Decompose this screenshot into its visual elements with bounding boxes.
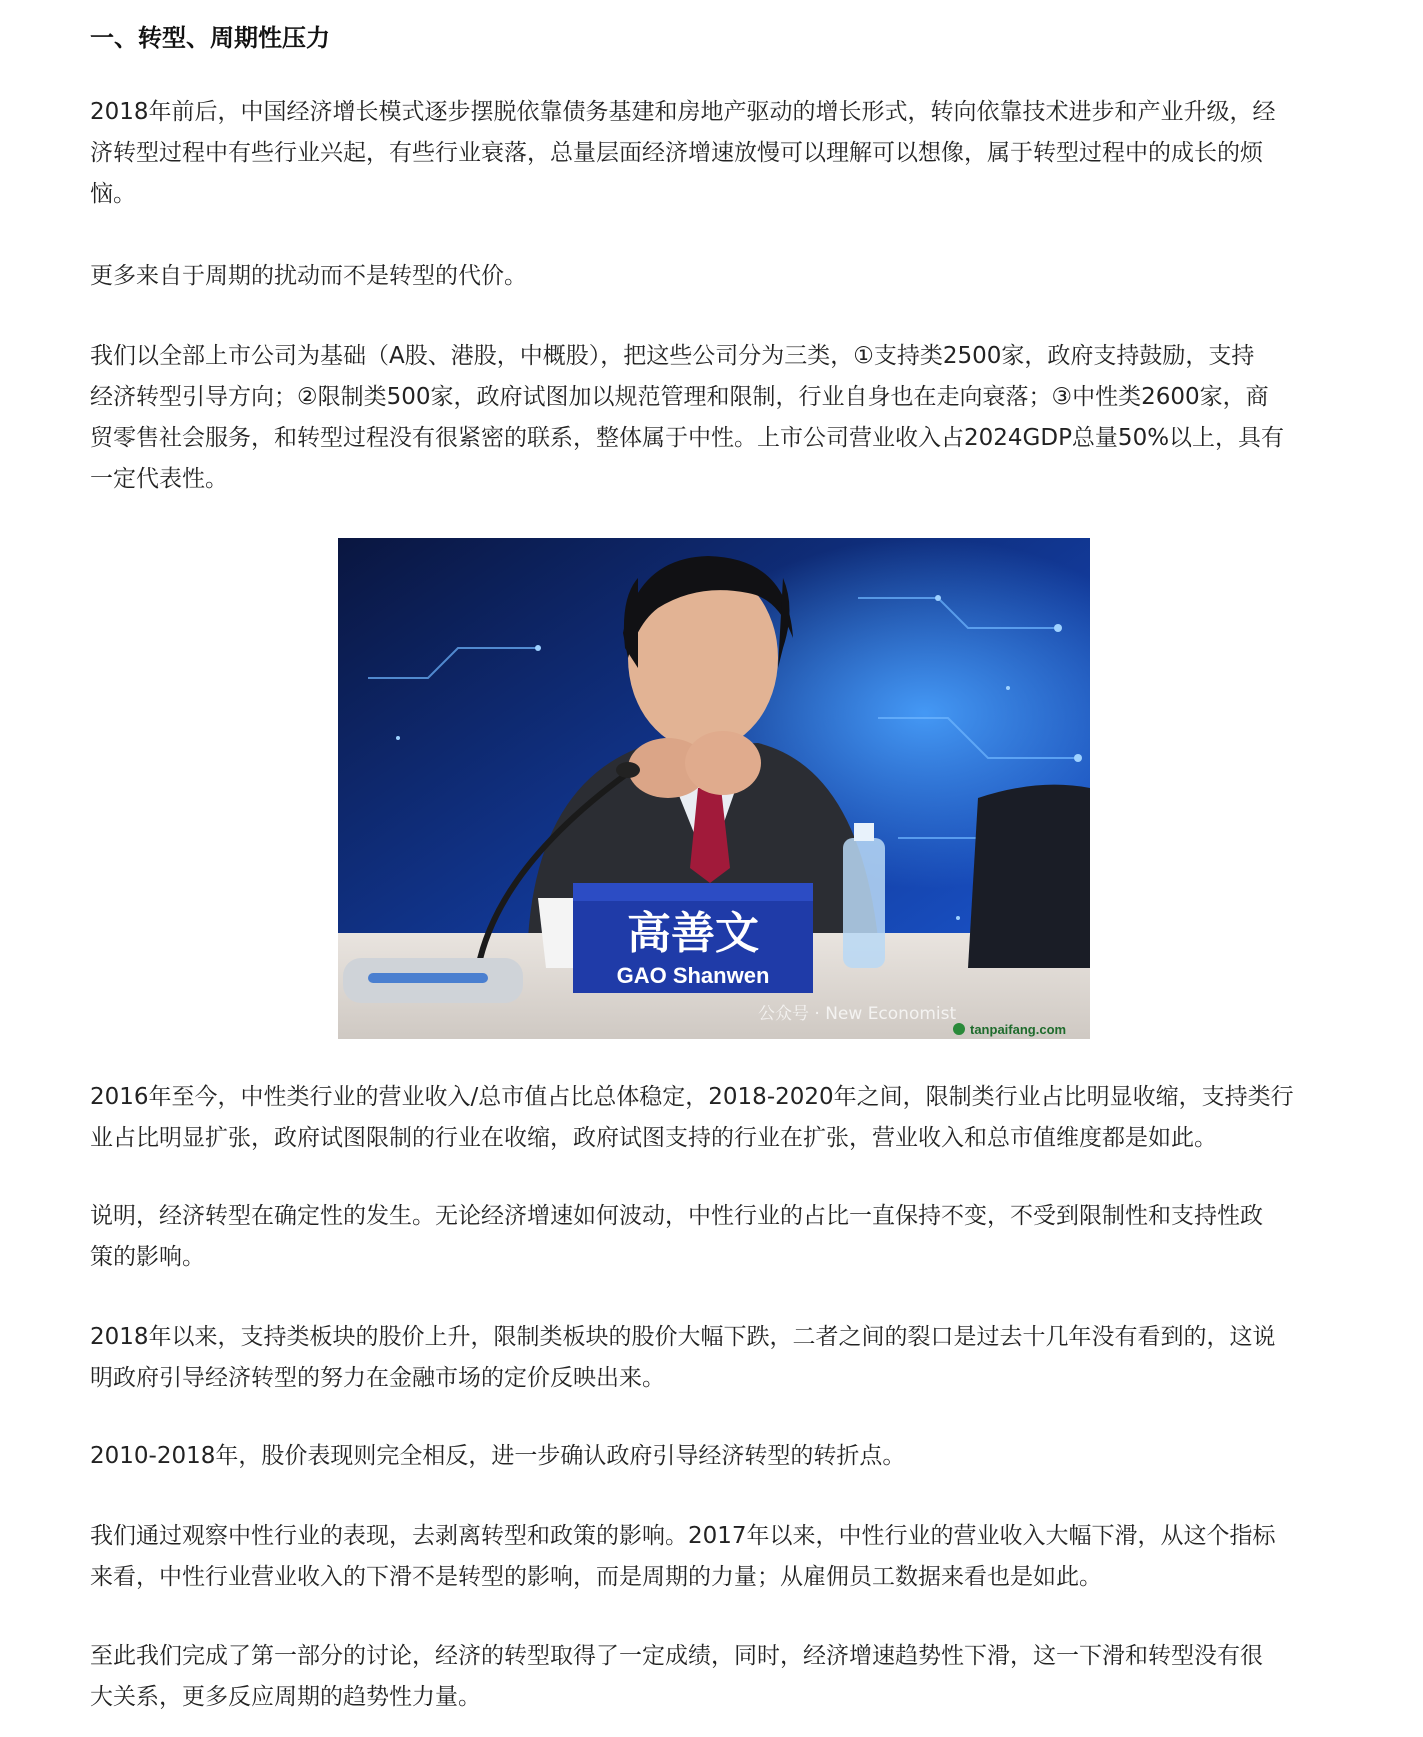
paragraph-line: 恼。	[90, 181, 136, 207]
paragraph-line: 2018年以来，支持类板块的股价上升，限制类板块的股价大幅下跌，二者之间的裂口是过去十几年没有看到的，这说	[90, 1324, 1276, 1350]
speaker-photo-illustration	[338, 538, 1090, 1039]
paragraph-line: 贸零售社会服务，和转型过程没有很紧密的联系，整体属于中性。上市公司营业收入占2024GDP总量50%以上，具有	[90, 425, 1285, 451]
paragraph-5	[90, 1196, 1335, 1278]
paragraph-line: 2010-2018年，股价表现则完全相反，进一步确认政府引导经济转型的转折点。	[90, 1443, 906, 1469]
site-watermark: tanpaifang.com	[970, 1022, 1067, 1037]
paragraph-9	[90, 1636, 1335, 1718]
paragraph-line: 我们通过观察中性行业的表现，去剥离转型和政策的影响。2017年以来，中性行业的营业收入大幅下滑，从这个指标	[90, 1523, 1276, 1549]
paragraph-line: 一定代表性。	[90, 466, 228, 492]
paragraph-7	[90, 1436, 1335, 1477]
wechat-watermark: 公众号 · New Economist	[758, 1004, 957, 1024]
paragraph-line: 至此我们完成了第一部分的讨论，经济的转型取得了一定成绩，同时，经济增速趋势性下滑，这一下滑和转型没有很	[90, 1643, 1263, 1669]
paragraph-line: 更多来自于周期的扰动而不是转型的代价。	[90, 263, 527, 289]
paragraph-line: 2016年至今，中性类行业的营业收入/总市值占比总体稳定，2018-2020年之间，限制类行业占比明显收缩，支持类行	[90, 1084, 1294, 1110]
paragraph-line: 明政府引导经济转型的努力在金融市场的定价反映出来。	[90, 1365, 665, 1391]
paragraph-8	[90, 1516, 1335, 1598]
paragraph-3	[90, 336, 1335, 500]
nameplate-cn: 高善文	[627, 908, 759, 959]
paragraph-1	[90, 92, 1335, 215]
paragraph-line: 说明，经济转型在确定性的发生。无论经济增速如何波动，中性行业的占比一直保持不变，不受到限制性和支持性政	[90, 1203, 1263, 1229]
speaker-photo	[338, 538, 1090, 1039]
paragraph-line: 2018年前后，中国经济增长模式逐步摆脱依靠债务基建和房地产驱动的增长形式，转向依靠技术进步和产业升级，经	[90, 99, 1276, 125]
nameplate-en: GAO Shanwen	[616, 963, 770, 988]
paragraph-line: 来看，中性行业营业收入的下滑不是转型的影响，而是周期的力量；从雇佣员工数据来看也是如此。	[90, 1564, 1102, 1590]
paragraph-line: 业占比明显扩张，政府试图限制的行业在收缩，政府试图支持的行业在扩张，营业收入和总市值维度都是如此。	[90, 1125, 1217, 1151]
paragraph-2	[90, 256, 1335, 297]
paragraph-line: 我们以全部上市公司为基础（A股、港股，中概股），把这些公司分为三类，①支持类2500家，政府支持鼓励，支持	[90, 343, 1255, 369]
paragraph-line: 策的影响。	[90, 1244, 205, 1270]
paragraph-line: 经济转型引导方向；②限制类500家，政府试图加以规范管理和限制，行业自身也在走向衰落；③中性类2600家，商	[90, 384, 1269, 410]
paragraph-line: 大关系，更多反应周期的趋势性力量。	[90, 1684, 481, 1710]
paragraph-6	[90, 1317, 1335, 1399]
paragraph-line: 济转型过程中有些行业兴起，有些行业衰落，总量层面经济增速放慢可以理解可以想像，属于转型过程中的成长的烦	[90, 140, 1263, 166]
section-heading: 一、转型、周期性压力	[90, 24, 330, 52]
paragraph-4	[90, 1077, 1335, 1159]
